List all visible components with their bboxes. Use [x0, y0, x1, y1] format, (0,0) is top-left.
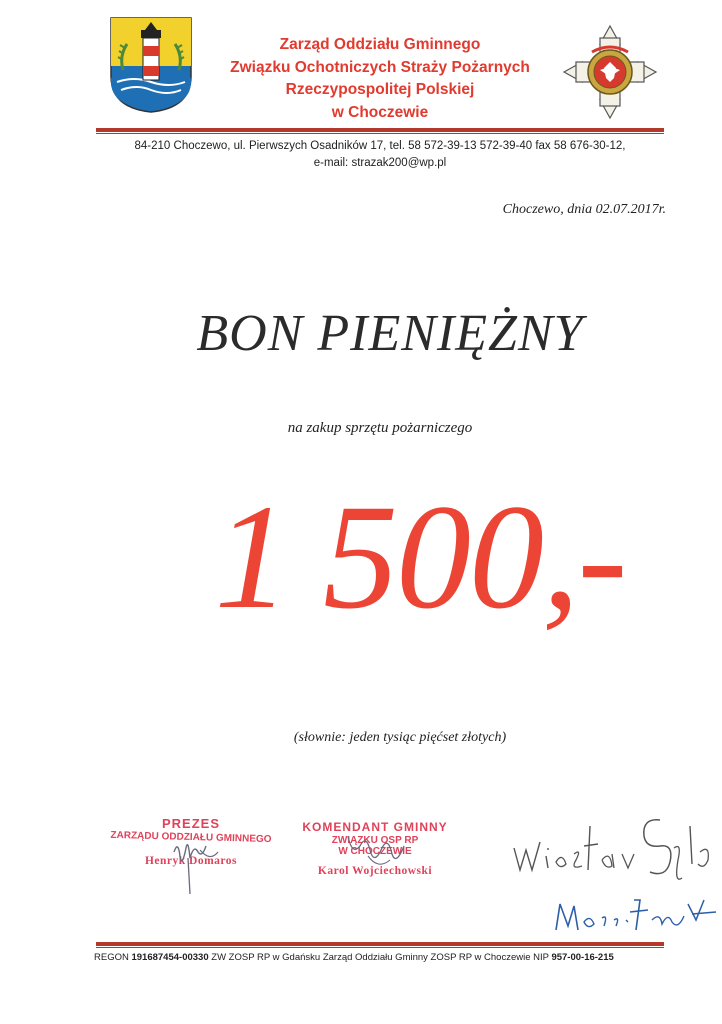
org-line-3: Rzeczypospolitej Polskiej	[285, 81, 475, 98]
address-line-2: e-mail: strazak200@wp.pl	[313, 157, 447, 169]
handwritten-signature-2	[550, 890, 720, 936]
address-line-1: 84-210 Choczewo, ul. Pierwszych Osadników 17, tel. 58 572-39-13 572-39-40 fax 58 676-30-12,	[134, 140, 626, 152]
stamp-role: PREZES	[161, 816, 220, 831]
nip-number: 957-00-16-215	[551, 952, 614, 963]
footer-divider-thin	[96, 947, 664, 948]
voucher-title: BON PIENIĘŻNY	[196, 305, 584, 362]
stamp-body: ZARZĄDU ODDZIAŁU GMINNEGO	[110, 829, 272, 846]
stamp-role: KOMENDANT GMINNY	[302, 820, 448, 834]
voucher-purpose: na zakup sprzętu pożarniczego	[287, 420, 473, 436]
document-date: Choczewo, dnia 02.07.2017r.	[502, 202, 666, 217]
stamp-name: Karol Wojciechowski	[317, 865, 433, 877]
lighthouse-coat-of-arms-icon	[109, 16, 193, 114]
org-line-1: Zarząd Oddziału Gminnego	[279, 36, 481, 53]
footer-registration	[94, 952, 674, 963]
commander-signature	[338, 826, 418, 876]
organization-name	[200, 34, 560, 124]
stamp-body-line-2: W CHOCZEWIE	[338, 846, 412, 857]
footer-divider	[96, 942, 664, 946]
handwritten-signature-1	[510, 808, 720, 884]
contact-address	[100, 138, 660, 172]
stamp-name: Henryk Domaros	[144, 855, 238, 867]
voucher-amount: 1 500,-	[214, 474, 626, 640]
header-divider-thin	[96, 133, 664, 134]
footer-text: ZW ZOSP RP w Gdańsku Zarząd Oddziału Gminny ZOSP RP w Choczewie NIP	[211, 952, 549, 963]
header-divider	[96, 128, 664, 132]
regon-label: REGON	[94, 952, 129, 963]
amount-in-words: (słownie: jeden tysiąc pięćset złotych)	[293, 730, 507, 745]
stamp-body-line-1: ZWIĄZKU OSP RP	[331, 835, 419, 846]
fire-brigade-cross-emblem-icon	[562, 24, 658, 120]
org-line-4: w Choczewie	[331, 103, 429, 121]
president-signature	[160, 822, 240, 898]
regon-number: 191687454-00330	[131, 952, 209, 963]
org-line-2: Związku Ochotniczych Straży Pożarnych	[230, 58, 530, 76]
